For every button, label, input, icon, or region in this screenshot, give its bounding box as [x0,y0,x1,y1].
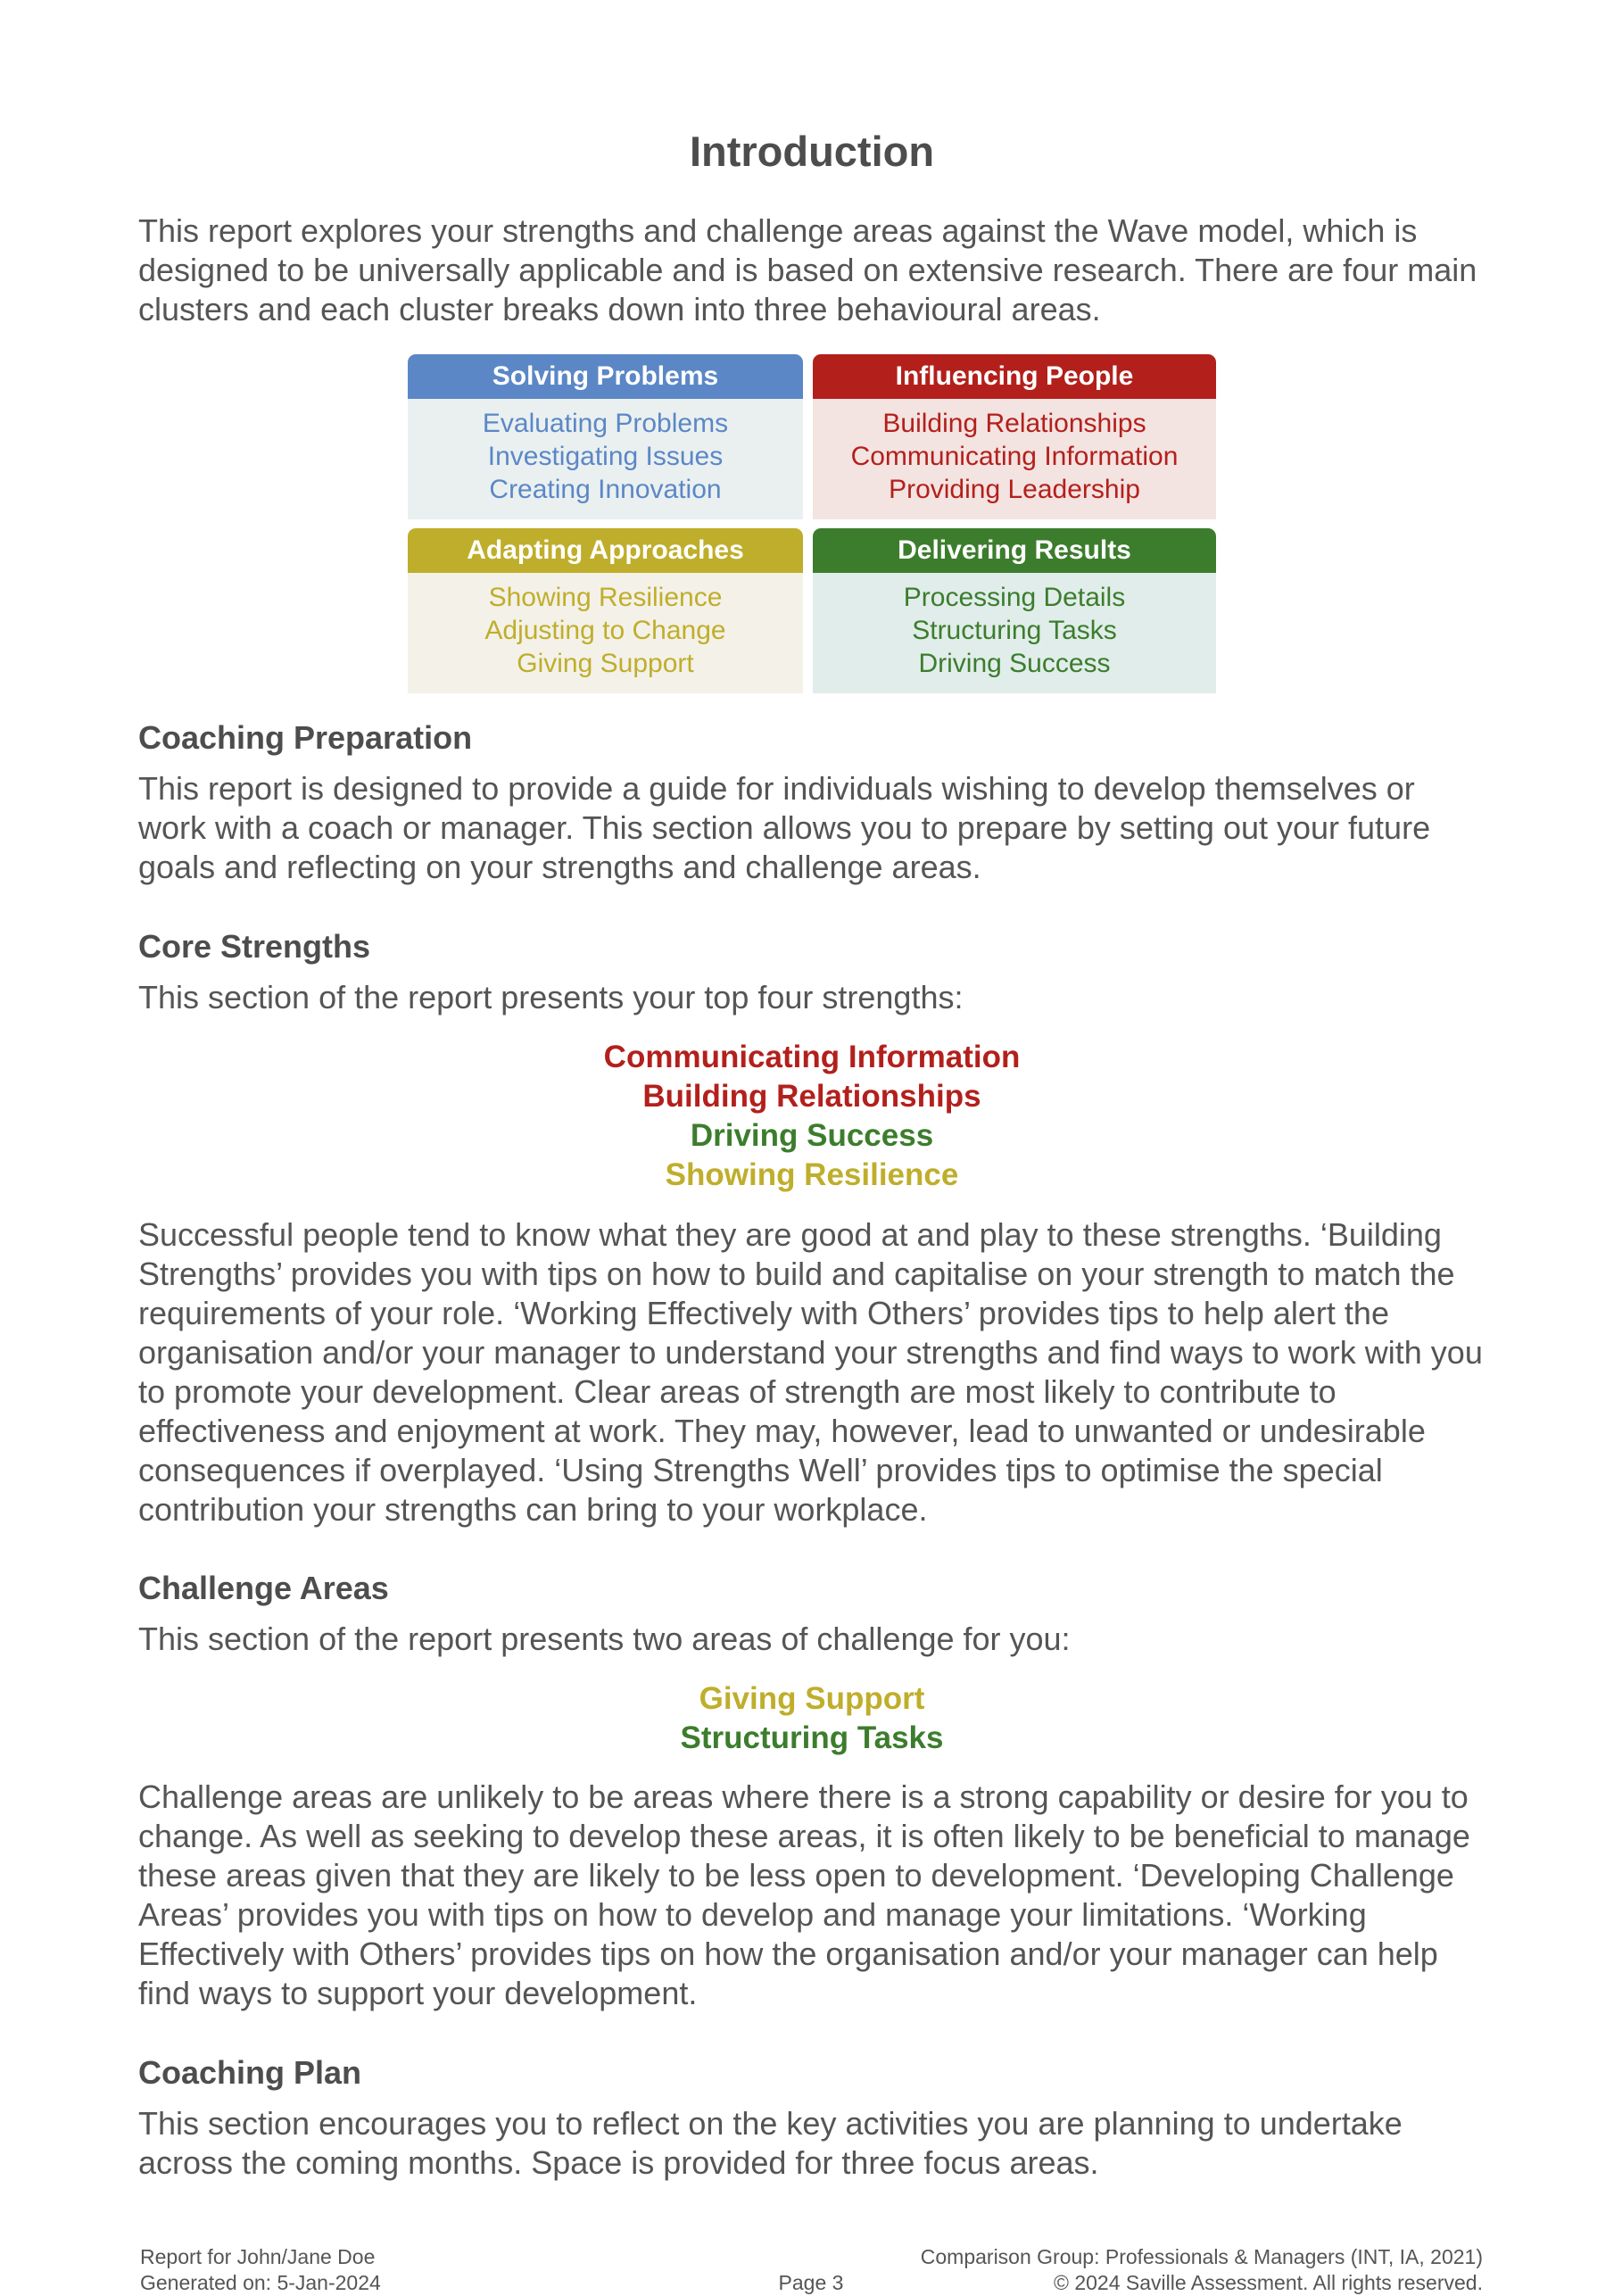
challenge-item: Giving Support [699,1681,925,1716]
challenge-areas-list [138,1679,1485,1758]
cluster-item: Processing Details [903,583,1126,612]
cluster-adapting-approaches [408,528,803,693]
strength-item: Building Relationships [642,1079,981,1114]
cluster-body [813,399,1216,519]
cluster-header: Adapting Approaches [408,528,803,573]
strength-item: Showing Resilience [665,1157,959,1192]
intro-paragraph: This report explores your strengths and challenge areas against the Wave model, which is designed to be universally applicable and is based on extensive research. There are four main clusters and each cluster breaks down into three behavioural areas. [138,212,1477,327]
coaching-preparation-heading: Coaching Preparation [138,719,473,756]
challenge-areas-heading: Challenge Areas [138,1570,389,1606]
footer-center [677,2244,945,2296]
core-strengths-text: Successful people tend to know what they are good at and play to these strengths. ‘Building Strengths’ provides you with tips on how to build and capitalise on your strength to match the requirements of your role. ‘Working Effectively with Others’ provides tips to help alert the organisation and/or your manager to understand your strengths and find ways to work with you to promote your development. Clear areas of strength are most likely to contribute to effectiveness and enjoyment at work. They may, however, lead to unwanted or undesirable consequences if overplayed. ‘Using Strengths Well’ provides tips to optimise the special contribution your strengths can bring to your workplace. [138,1216,1483,1528]
challenge-item: Structuring Tasks [680,1720,944,1755]
page-title: Introduction [689,128,935,175]
cluster-item: Structuring Tasks [912,616,1117,645]
cluster-header: Solving Problems [408,354,803,399]
footer-right [921,2244,1483,2296]
coaching-plan-text: This section encourages you to reflect on the key activities you are planning to undertake across the coming months. Space is provided for three focus areas. [138,2105,1403,2181]
cluster-body [408,399,803,519]
cluster-item: Investigating Issues [487,442,724,471]
core-strengths-heading: Core Strengths [138,928,371,965]
cluster-body [408,573,803,693]
cluster-influencing-people [813,354,1216,519]
strength-item: Communicating Information [603,1040,1021,1074]
footer-comparison-group: Comparison Group: Professionals & Managers (INT, IA, 2021) [920,2245,1483,2268]
cluster-header: Influencing People [813,354,1216,399]
challenge-areas-text: Challenge areas are unlikely to be areas where there is a strong capability or desire for you to change. As well as seeking to develop these areas, it is often likely to be beneficial to manage these areas given that they are likely to be less open to development. ‘Developing Challenge Areas’ provides you with tips on how to develop and manage your limitations. ‘Working Effectively with Others’ provides tips on how the organisation and/or your manager can help find ways to support your development. [138,1778,1470,2011]
cluster-item: Communicating Information [850,442,1179,471]
footer-generated-on: Generated on: 5-Jan-2024 [140,2271,381,2294]
footer-page-number: Page 3 [778,2271,844,2294]
strength-item: Driving Success [690,1118,934,1153]
cluster-item: Creating Innovation [489,475,722,504]
footer-copyright: © 2024 Saville Assessment. All rights reserved. [1053,2271,1483,2294]
coaching-preparation-text: This report is designed to provide a guide for individuals wishing to develop themselves or work with a coach or manager. This section allows you to prepare by setting out your future goals and reflecting on your strengths and challenge areas. [138,770,1431,885]
cluster-item: Building Relationships [882,409,1146,438]
wave-model-grid [408,354,1216,693]
coaching-plan-heading: Coaching Plan [138,2054,362,2091]
cluster-header: Delivering Results [813,528,1216,573]
core-strengths-intro: This section of the report presents your top four strengths: [138,979,964,1015]
footer-report-for: Report for John/Jane Doe [140,2245,376,2268]
cluster-item: Driving Success [918,649,1111,678]
cluster-item: Adjusting to Change [484,616,726,645]
challenge-areas-intro: This section of the report presents two areas of challenge for you: [138,1620,1071,1657]
cluster-item: Giving Support [517,649,694,678]
cluster-item: Providing Leadership [889,475,1140,504]
core-strengths-list [138,1038,1485,1195]
footer-left [140,2244,381,2296]
cluster-solving-problems [408,354,803,519]
cluster-item: Showing Resilience [488,583,723,612]
cluster-item: Evaluating Problems [482,409,729,438]
cluster-delivering-results [813,528,1216,693]
cluster-body [813,573,1216,693]
